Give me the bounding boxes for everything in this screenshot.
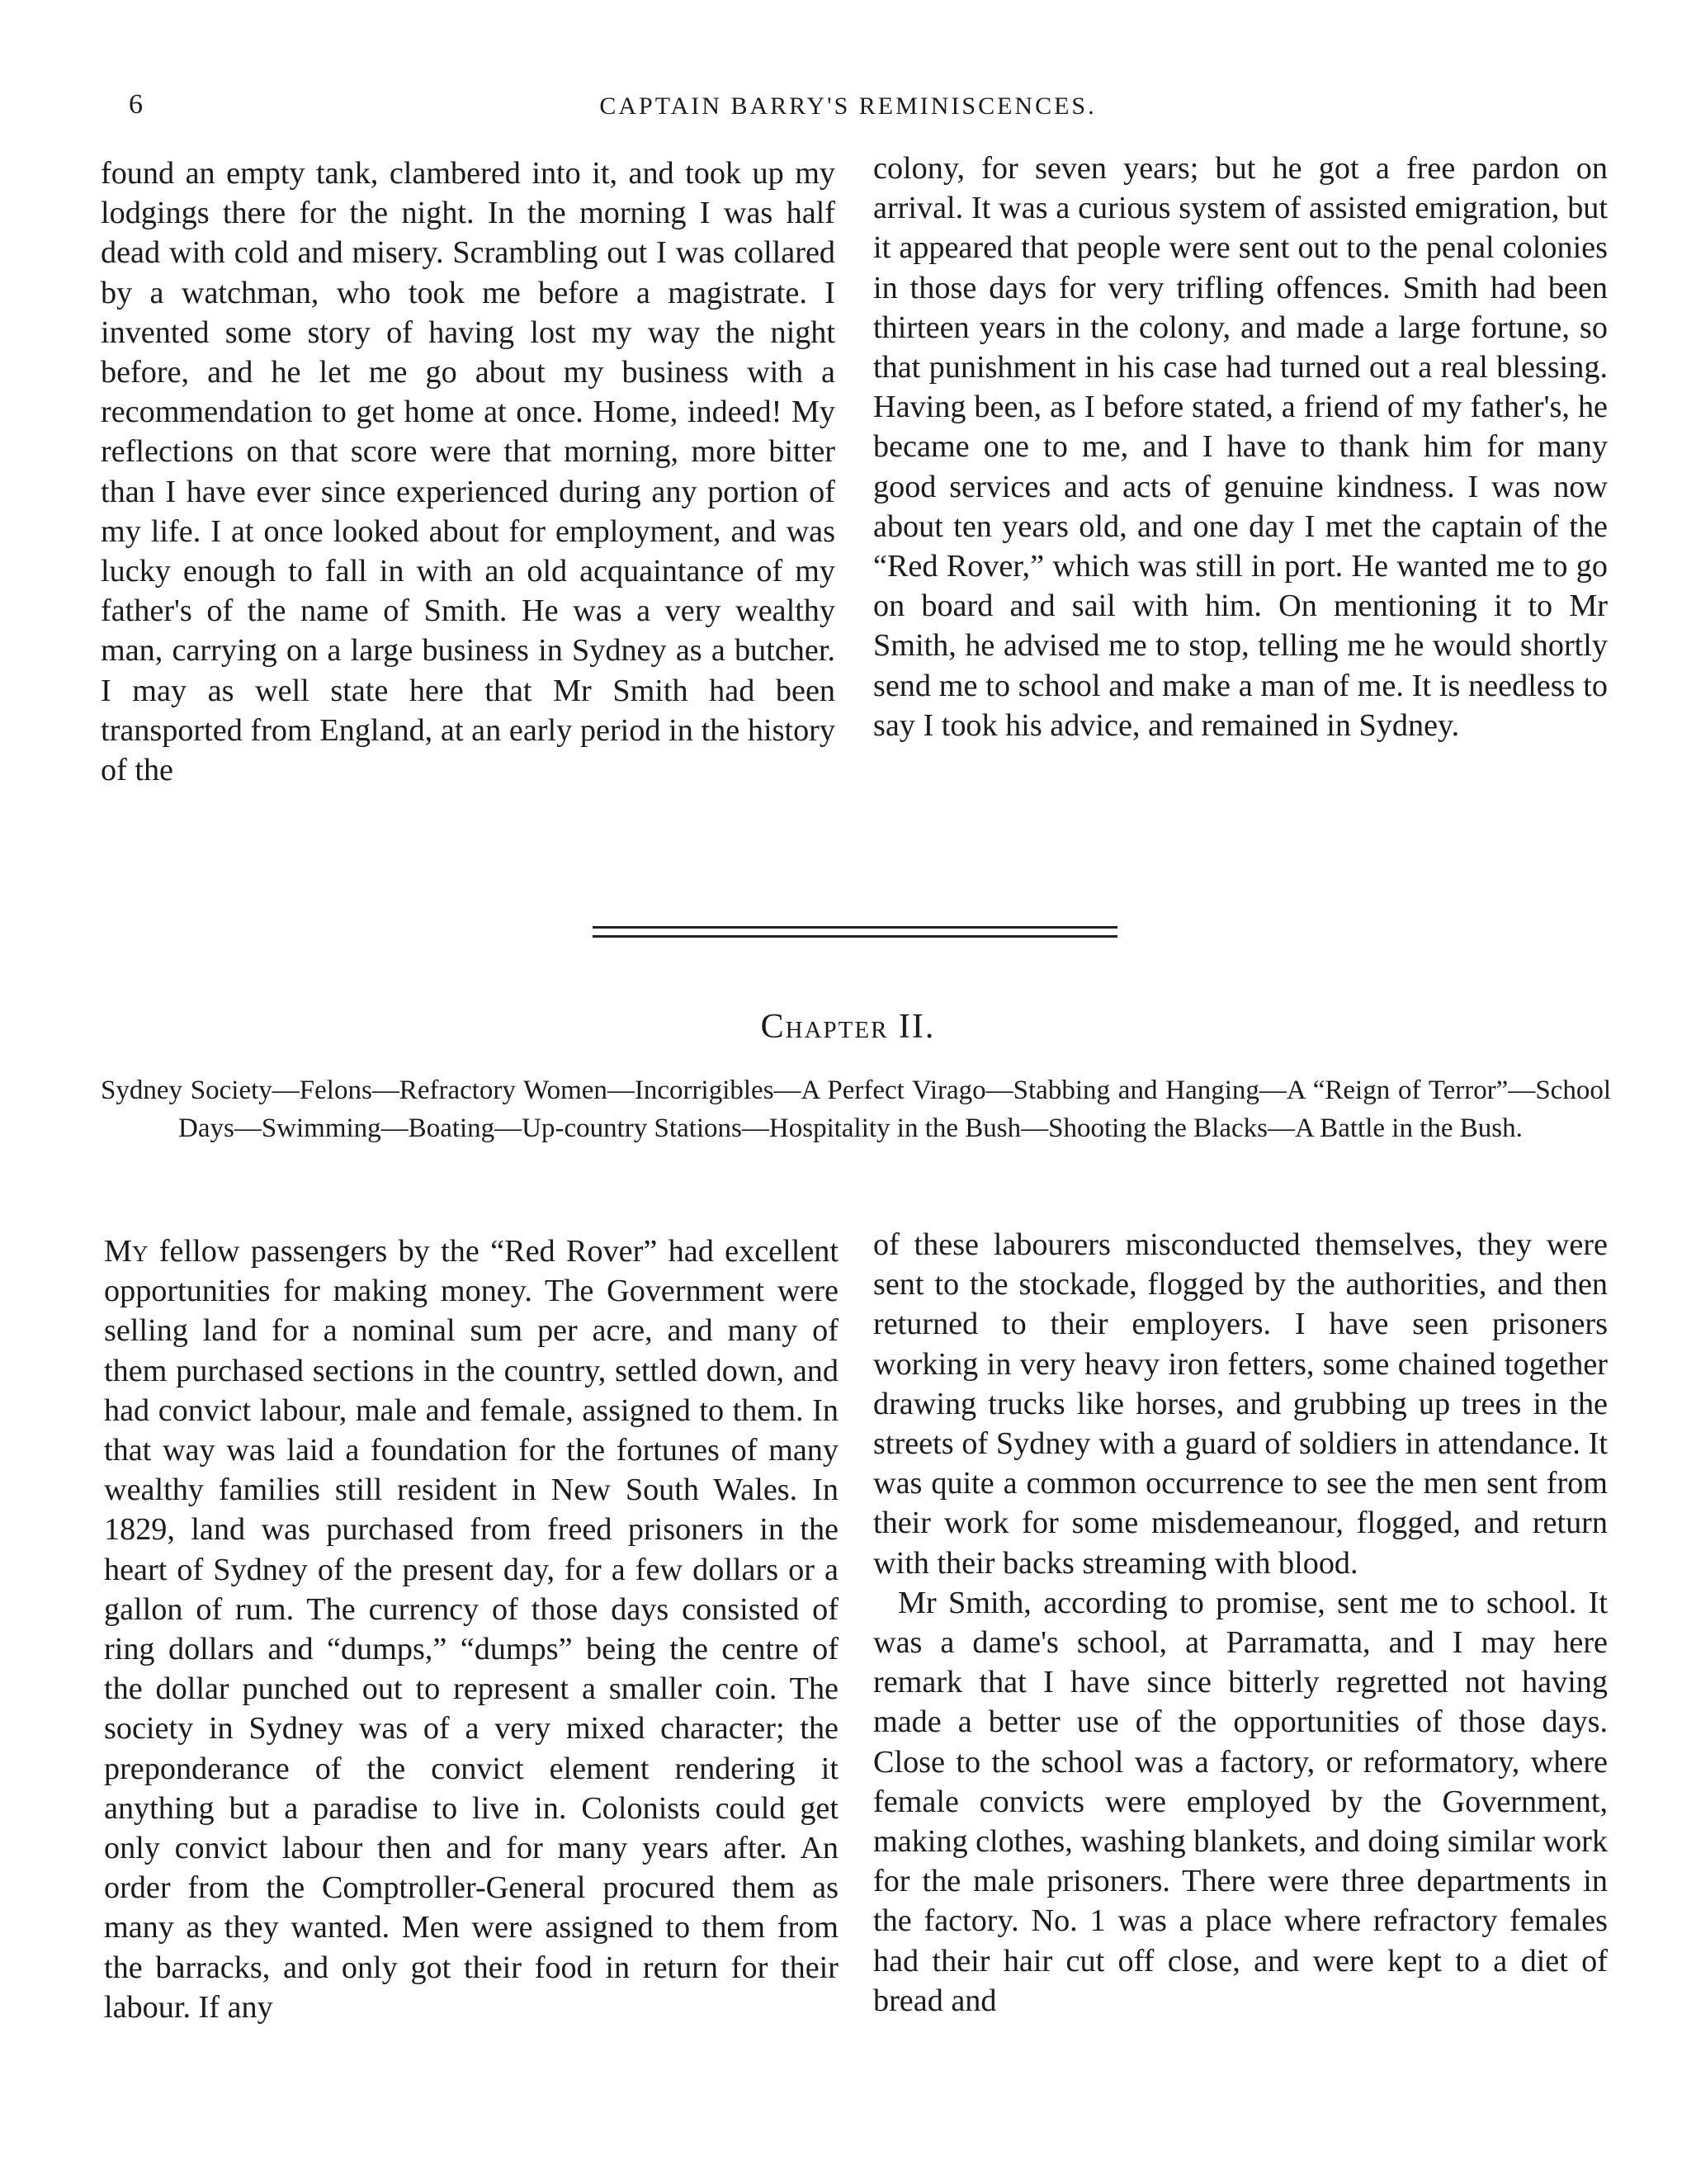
chapter-divider-rule <box>593 926 1117 938</box>
chapter-one-right-column <box>873 149 1608 745</box>
chapter-heading: Chapter II. <box>760 1008 936 1046</box>
body-paragraph: colony, for seven years; but he got a free pardon on arrival. It was a curious system of assisted emigration, but it appeared that people were sent out to the penal colonies in those days for very trifling offences. Smith had been thirteen years in the colony, and made a large fortune, so that punishment in his case had turned out a real blessing. Having been, as I before stated, a friend of my father's, he became one to me, and I have to thank him for many good services and acts of genuine kindness. I was now about ten years old, and one day I met the captain of the “Red Rover,” which was still in port. He wanted me to go on board and sail with him. On mentioning it to Mr Smith, he advised me to stop, telling me he would shortly send me to school and make a man of me. It is needless to say I took his advice, and remained in Sydney. <box>873 151 1608 743</box>
body-paragraph: Mr Smith, according to promise, sent me to school. It was a dame's school, at Parramatta, and I may here remark that I have since bitterly regretted not having made a better use of the opportunities of those days. Close to the school was a factory, or reformatory, where female convicts were employed by the Government, making clothes, washing blankets, and doing similar work for the male prisoners. There were three departments in the factory. No. 1 was a place where refractory females had their hair cut off close, and were kept to a diet of bread and <box>873 1585 1608 2018</box>
chapter-two-left-column <box>104 1231 839 2027</box>
body-paragraph <box>104 1231 839 2027</box>
running-title: CAPTAIN BARRY'S REMINISCENCES. <box>599 92 1097 120</box>
body-paragraph: found an empty tank, clambered into it, and took up my lodgings there for the night. In the morning I was half dead with cold and misery. Scrambling out I was collared by a watchman, who took me before a magistrate. I invented some story of having lost my way the night before, and he let me go about my business with a recommendation to get home at once. Home, indeed! My reflections on that score were that morning, more bitter than I have ever since experienced during any portion of my life. I at once looked about for employment, and was lucky enough to fall in with an old acquaintance of my father's of the name of Smith. He was a very wealthy man, carrying on a large business in Sydney as a butcher. I may as well state here that Mr Smith had been transported from England, at an early period in the history of the <box>101 156 835 788</box>
opening-paragraph-text: fellow passengers by the “Red Rover” had excellent opportunities for making money. The Government were selling land for a nominal sum per acre, and many of them purchased sections in the country, settled down, and had convict labour, male and female, assigned to them. In that way was laid a foundation for the fortunes of many wealthy families still resident in New South Wales. In 1829, land was purchased from freed prisoners in the heart of Sydney of the present day, for a few dollars or a gallon of rum. The currency of those days consisted of ring dollars and “dumps,” “dumps” being the centre of the dollar punched out to represent a smaller coin. The society in Sydney was of a very mixed character; the preponderance of the convict element rendering it anything but a paradise to live in. Colonists could get only convict labour then and for many years after. An order from the Comptroller-General procured them as many as they wanted. Men were assigned to them from the barracks, and only got their food in return for their labour. If any <box>104 1234 839 2025</box>
page-number: 6 <box>129 89 143 120</box>
body-paragraph: of these labourers misconducted themselves, they were sent to the stockade, flogged by the authorities, and then returned to their employers. I have seen prisoners working in very heavy iron fetters, some chained together drawing trucks like horses, and grubbing up trees in the streets of Sydney with a guard of soldiers in attendance. It was quite a common occurrence to see the men sent from their work for some misdemeanour, flogged, and return with their backs streaming with blood. <box>873 1227 1608 1581</box>
chapter-synopsis: Sydney Society—Felons—Refractory Women—Incorrigibles—A Perfect Virago—Stabbing and Hanging—A “Reign of Terror”—School Days—Swimming—Boating—Up-country Stations—Hospitality in the Bush—Shooting the Blacks—A Battle in the Bush. <box>101 1075 1611 1143</box>
running-head <box>0 89 1696 130</box>
chapter-two-right-column <box>873 1225 1608 2021</box>
opening-word: My <box>104 1234 149 1269</box>
chapter-one-left-column <box>101 154 835 790</box>
